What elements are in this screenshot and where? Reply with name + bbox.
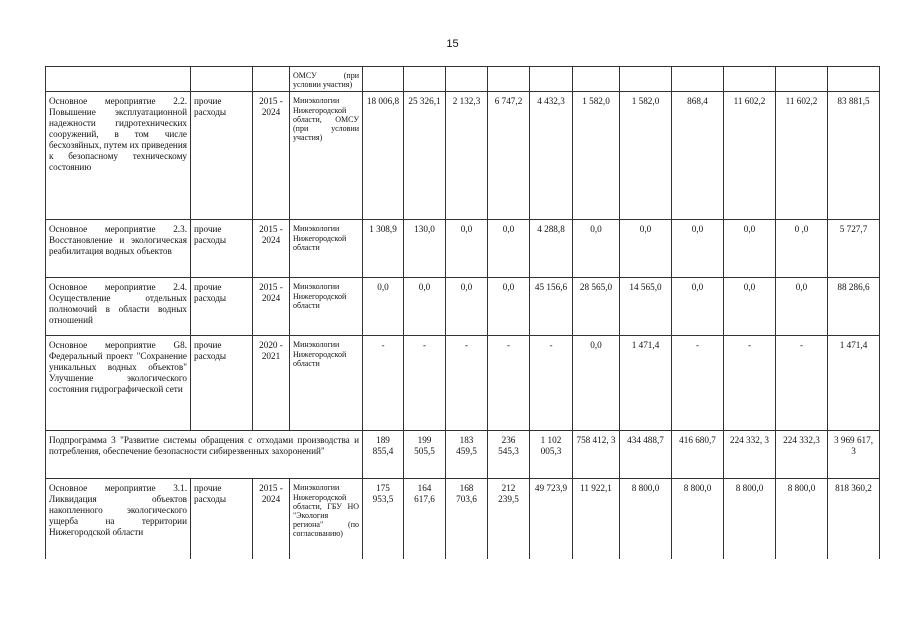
activity-name: Основное мероприятие 2.2. Повышение эксплуатационной надежности гидротехнических сооружений, в том числе бесхозяйных, путем их приведения к безопасному техническому состоянию [46, 92, 191, 220]
value-cell: 8 800,0 [724, 479, 776, 559]
value-cell: 1 582,0 [573, 92, 620, 220]
value-cell: 88 286,6 [828, 278, 880, 336]
expense-category: прочие расходы [191, 336, 253, 431]
value-cell: 0,0 [573, 220, 620, 278]
period: 2015 - 2024 [253, 278, 290, 336]
value-cell: 6 747,2 [488, 92, 530, 220]
expense-category: прочие расходы [191, 92, 253, 220]
value-cell: 0,0 [404, 278, 446, 336]
value-cell: 183 459,5 [446, 431, 488, 479]
value-cell: - [363, 336, 404, 431]
value-cell: 11 922,1 [573, 479, 620, 559]
value-cell: 1 102 005,3 [530, 431, 573, 479]
value-cell: 0,0 [724, 220, 776, 278]
value-cell: 189 855,4 [363, 431, 404, 479]
period: 2015 - 2024 [253, 479, 290, 559]
period: 2015 - 2024 [253, 92, 290, 220]
value-cell: - [404, 336, 446, 431]
value-cell: 0,0 [446, 220, 488, 278]
executor: Минэкологии Нижегородской области, ОМСУ (при условии участия) [290, 92, 363, 220]
value-cell: 4 288,8 [530, 220, 573, 278]
expense-category: прочие расходы [191, 479, 253, 559]
value-cell: 45 156,6 [530, 278, 573, 336]
value-cell: 49 723,9 [530, 479, 573, 559]
value-cell: 25 326,1 [404, 92, 446, 220]
value-cell: 0,0 [672, 220, 724, 278]
value-cell: 0,0 [620, 220, 672, 278]
table-row [46, 67, 880, 92]
value-cell: 18 006,8 [363, 92, 404, 220]
activity-name: Основное мероприятие G8. Федеральный проект "Сохранение уникальных водных объектов" Улучшение экологического состояния гидрографической сети [46, 336, 191, 431]
expense-category [191, 67, 253, 92]
value-cell: 236 545,3 [488, 431, 530, 479]
value-cell: 4 432,3 [530, 92, 573, 220]
value-cell: 8 800,0 [672, 479, 724, 559]
table-row [46, 431, 880, 479]
value-cell: 2 132,3 [446, 92, 488, 220]
value-cell: 868,4 [672, 92, 724, 220]
value-cell: 0,0 [724, 278, 776, 336]
value-cell: 818 360,2 [828, 479, 880, 559]
value-cell: - [530, 336, 573, 431]
value-cell: 0 ,0 [776, 220, 828, 278]
value-cell: 130,0 [404, 220, 446, 278]
budget-table [45, 66, 880, 559]
executor: ОМСУ (при условии участия) [290, 67, 363, 92]
value-cell: 8 800,0 [776, 479, 828, 559]
value-cell: 0,0 [363, 278, 404, 336]
table-row [46, 479, 880, 559]
value-cell: - [776, 336, 828, 431]
value-cell: 0,0 [488, 278, 530, 336]
activity-name: Основное мероприятие 2.4. Осуществление отдельных полномочий в области водных отношений [46, 278, 191, 336]
value-cell: 14 565,0 [620, 278, 672, 336]
activity-name: Основное мероприятие 2.3. Восстановление и экологическая реабилитация водных объектов [46, 220, 191, 278]
value-cell: 83 881,5 [828, 92, 880, 220]
value-cell: 0,0 [446, 278, 488, 336]
value-cell: 0,0 [488, 220, 530, 278]
value-cell: 164 617,6 [404, 479, 446, 559]
expense-category: прочие расходы [191, 278, 253, 336]
table-row [46, 92, 880, 220]
value-cell: 1 471,4 [620, 336, 672, 431]
period [253, 67, 290, 92]
period: 2020 - 2021 [253, 336, 290, 431]
table-row [46, 336, 880, 431]
executor: Минэкологии Нижегородской области [290, 220, 363, 278]
value-cell: 28 565,0 [573, 278, 620, 336]
page-number: 15 [446, 38, 459, 50]
value-cell: 1 308,9 [363, 220, 404, 278]
value-cell: 416 680,7 [672, 431, 724, 479]
value-cell: 8 800,0 [620, 479, 672, 559]
activity-name [46, 67, 191, 92]
value-cell: 212 239,5 [488, 479, 530, 559]
value-cell: 168 703,6 [446, 479, 488, 559]
value-cell: 224 332,3 [776, 431, 828, 479]
table-row [46, 220, 880, 278]
value-cell: - [724, 336, 776, 431]
value-cell: 11 602,2 [776, 92, 828, 220]
expense-category: прочие расходы [191, 220, 253, 278]
executor: Минэкологии Нижегородской области [290, 336, 363, 431]
value-cell: 5 727,7 [828, 220, 880, 278]
activity-name: Основное мероприятие 3.1. Ликвидация объектов накопленного экологического ущерба на территории Нижегородской области [46, 479, 191, 559]
executor: Минэкологии Нижегородской области [290, 278, 363, 336]
value-cell: - [672, 336, 724, 431]
period: 2015 - 2024 [253, 220, 290, 278]
value-cell: - [488, 336, 530, 431]
value-cell: 434 488,7 [620, 431, 672, 479]
subprogram-title: Подпрограмма 3 "Развитие системы обращения с отходами производства и потребления, обеспечение безопасности сибирезвенных захоронений" [46, 431, 363, 479]
value-cell: - [446, 336, 488, 431]
table-row [46, 278, 880, 336]
value-cell: 0,0 [776, 278, 828, 336]
value-cell: 0,0 [672, 278, 724, 336]
value-cell: 758 412, 3 [573, 431, 620, 479]
executor: Минэкологии Нижегородской области, ГБУ НО "Экология региона" (по согласованию) [290, 479, 363, 559]
value-cell: 1 471,4 [828, 336, 880, 431]
value-cell: 0,0 [573, 336, 620, 431]
value-cell: 175 953,5 [363, 479, 404, 559]
value-cell: 199 505,5 [404, 431, 446, 479]
value-cell: 1 582,0 [620, 92, 672, 220]
value-cell: 3 969 617, 3 [828, 431, 880, 479]
value-cell: 224 332, 3 [724, 431, 776, 479]
value-cell: 11 602,2 [724, 92, 776, 220]
